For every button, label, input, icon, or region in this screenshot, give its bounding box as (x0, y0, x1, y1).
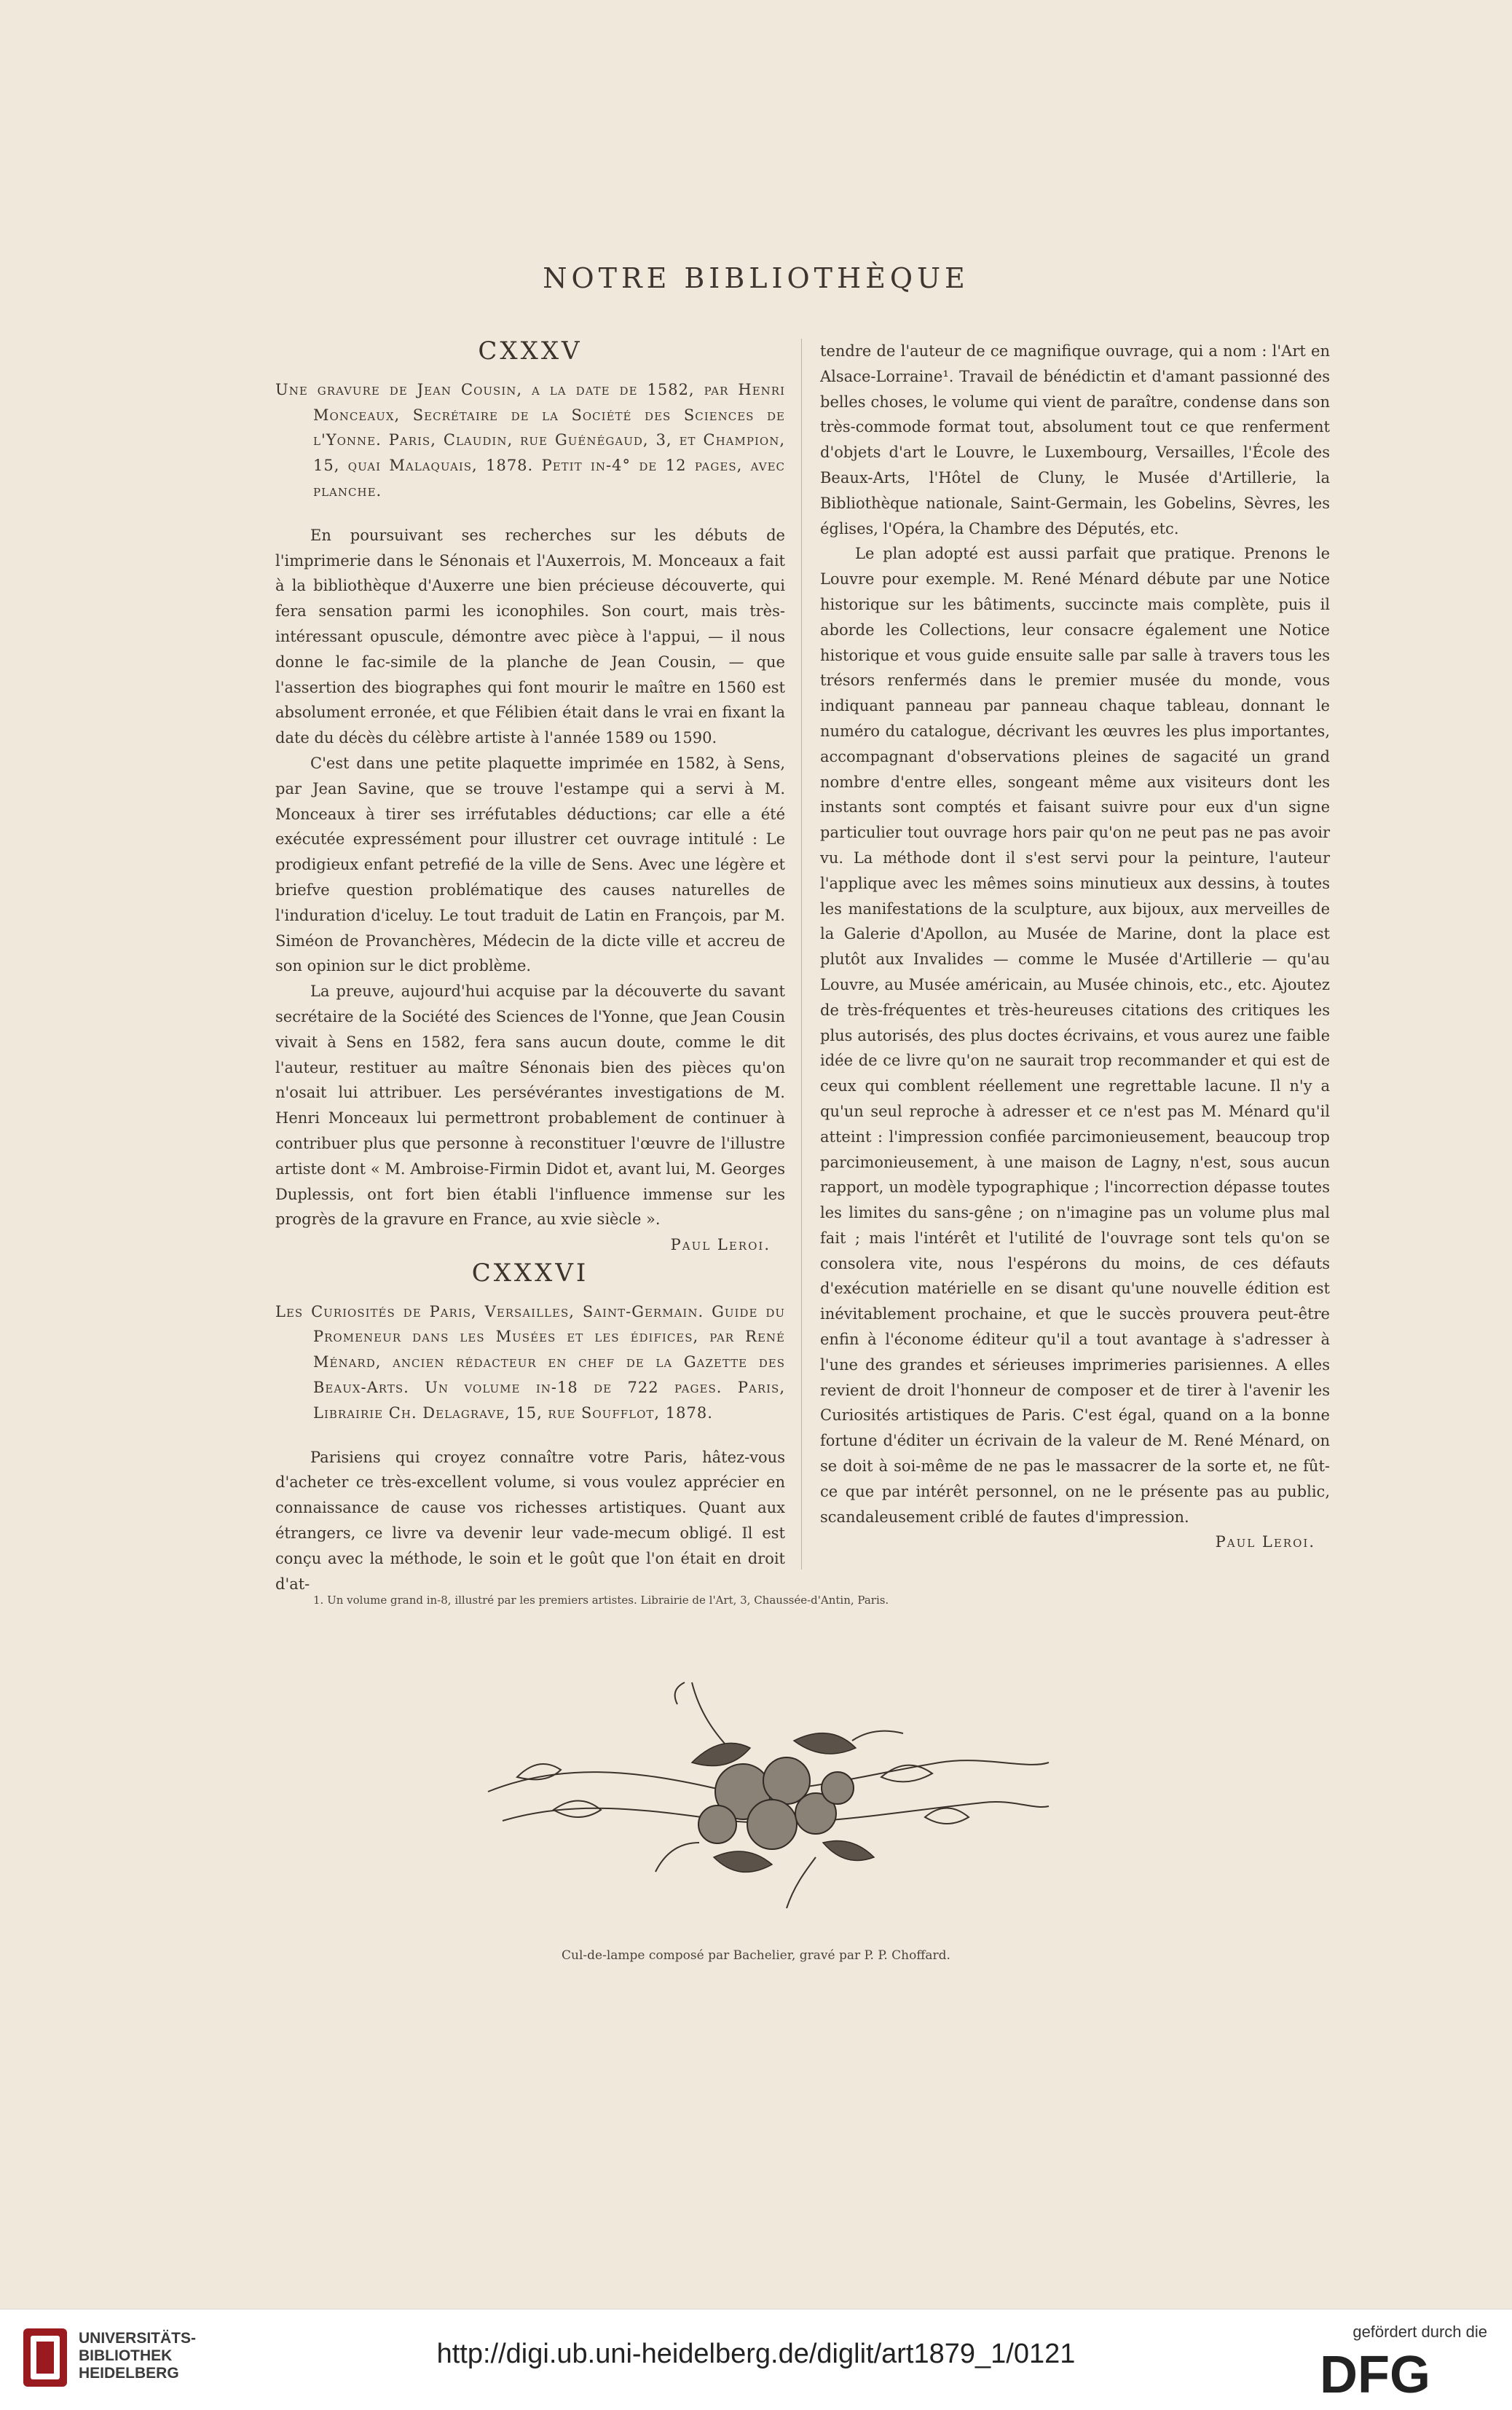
page-title: NOTRE BIBLIOTHÈQUE (543, 262, 969, 294)
body-paragraph: tendre de l'auteur de ce magnifique ouvrage, qui a nom : l'Art en Alsace-Lorraine¹. Travail de bénédictin et d'amant passionné des belles choses, le volume qui vient de paraître, condense dans son très-commode format tout, absolument tout ce que renferment d'objets d'art le Louvre, le Luxembourg, Versailles, l'École des Beaux-Arts, l'Hôtel de Cluny, le Musée d'Artillerie, la Bibliothèque nationale, Saint-Germain, les Gobelins, Sèvres, les églises, l'Opéra, la Chambre des Députés, etc. (820, 342, 1330, 537)
engraved-vignette (473, 1653, 1056, 1945)
left-column (275, 336, 785, 1596)
signature: Paul Leroi. (1215, 1533, 1315, 1551)
right-column (820, 339, 1330, 1555)
institution-name: UNIVERSITÄTS- BIBLIOTHEK HEIDELBERG (79, 2330, 197, 2382)
body-paragraph: C'est dans une petite plaquette imprimée en 1582, à Sens, par Jean Savine, que se trouve l'estampe qui a servi à M. Monceaux à tirer ses irréfutables déductions; car elle a été exécutée expressément pour illustrer cet ouvrage intitulé : Le prodigieux enfant petrefié de la ville de Sens. Avec une légère et briefve question problématique des causes naturelles de l'induration d'iceluy. Le tout traduit de Latin en François, par M. Siméon de Provanchères, Médecin de la dicte ville et accreu de son opinion sur le dict problème. (275, 754, 785, 975)
dfg-logo-icon (1320, 2346, 1487, 2398)
column-divider (801, 339, 802, 1570)
funding-note: gefördert durch die (1352, 2323, 1487, 2341)
signature: Paul Leroi. (670, 1236, 771, 1254)
section-number-cxxxv: CXXXV (478, 336, 583, 366)
bibliographic-entry-1: Une gravure de Jean Cousin, a la date de 1582, par Henri Monceaux, Secrétaire de la Société des Sciences de l'Yonne. Paris, Claudin, rue Guénégaud, 3, et Champion, 15, quai Malaquais, 1878. Petit in-4° de 12 pages, avec planche. (275, 380, 785, 500)
body-paragraph: La preuve, aujourd'hui acquise par la découverte du savant secrétaire de la Société des Sciences de l'Yonne, que Jean Cousin vivait à Sens en 1582, fera sans aucun doute, comme le dit l'auteur, restituer au maître Sénonais bien des pièces qu'on n'osait lui attribuer. Les persévérantes investigations de M. Henri Monceaux lui permettront probablement de continuer à contribuer plus que personne à reconstituer l'œuvre de l'illustre artiste dont « M. Ambroise-Firmin Didot et, avant lui, M. Georges Duplessis, ont fort bien établi l'influence immense sur les progrès de la gravure en France, au xvie siècle ». (275, 982, 785, 1229)
section-number-cxxxvi: CXXXVI (471, 1258, 589, 1288)
footnote: 1. Un volume grand in-8, illustré par les premiers artistes. Librairie de l'Art, 3, Chaussée-d'Antin, Paris. (313, 1594, 889, 1607)
body-paragraph: En poursuivant ses recherches sur les débuts de l'imprimerie dans le Sénonais et l'Auxerrois, M. Monceaux a fait à la bibliothèque d'Auxerre une bien précieuse découverte, qui fera sensation parmi les iconophiles. Son court, mais très-intéressant opuscule, démontre avec pièce à l'appui, — il nous donne le fac-simile de la planche de Jean Cousin, — que l'assertion des biographes qui font mourir le maître en 1560 est absolument erronée, et que Félibien était dans le vrai en fixant la date du décès du célèbre artiste à l'année 1589 ou 1590. (275, 526, 785, 747)
body-paragraph: Le plan adopté est aussi parfait que pratique. Prenons le Louvre pour exemple. M. René Ménard débute par une Notice historique sur les bâtiments, succincte mais complète, puis il aborde les Collections, leur consacre également une Notice historique et vous guide ensuite salle par salle à travers tous les trésors renfermés dans le premier musée du monde, vous indiquant panneau par panneau chaque tableau, donnant le numéro du catalogue, décrivant les œuvres les plus importantes, accompagnant d'observations pleines de sagacité un grand nombre d'entre elles, songeant même aux visiteurs dont les instants sont comptés et faisant suivre pour eux d'un signe particulier tout ouvrage hors pair qu'on ne peut pas ne pas avoir vu. La méthode dont il s'est servi pour la peinture, l'auteur l'applique avec les mêmes soins minutieux aux dessins, à toutes les manifestations de la sculpture, aux bijoux, aux merveilles de la Galerie d'Apollon, au Musée de Marine, dont la place est plutôt aux Invalides — comme le Musée d'Artillerie — qu'au Louvre, au Musée américain, au Musée chinois, etc., etc. Ajoutez de très-fréquentes et très-heureuses citations des critiques les plus autorisés, des plus doctes écrivains, et vous aurez une faible idée de ce livre qu'on ne saurait trop recommander et qui est de ceux qui comblent réellement une regrettable lacune. Il n'y a qu'un seul reproche à adresser et ce n'est pas M. Ménard qu'il atteint : l'impression confiée parcimonieusement, beaucoup trop parcimonieusement, à une maison de Lagny, n'est, sous aucun rapport, un modèle typographique ; l'incorrection dépasse toutes les limites du sans-gêne ; on n'imagine pas un volume plus mal fait ; mais l'intérêt et l'utilité de l'ouvrage sont tels qu'on se consolera vite, nous l'espérons du moins, de ces défauts d'exécution matérielle en se disant qu'une nouvelle édition est inévitablement prochaine, et que le succès prouvera peut-être enfin à l'économe éditeur qu'il a tout avantage à s'adresser à l'une des grandes et sérieuses imprimeries parisiennes. A elles revient de droit l'honneur de composer et de tirer à l'avenir les Curiosités artistiques de Paris. C'est égal, quand on a la bonne fortune d'éditer un écrivain de la valeur de M. René Ménard, on se doit à soi-même de ne pas le massacrer de la sorte et, ne fût-ce que par intérêt personnel, on ne le présente pas au public, scandaleusement criblé de fautes d'impression. (820, 545, 1330, 1526)
dfg-logo-text: DFG (1320, 2346, 1430, 2398)
body-paragraph: Parisiens qui croyez connaître votre Paris, hâtez-vous d'acheter ce très-excellent volume, si vous voulez apprécier en connaissance de cause vos richesses artistiques. Quant aux étrangers, ce livre va devenir leur vade-mecum obligé. Il est conçu avec la méthode, le soin et le goût que l'on était en droit d'at- (275, 1448, 785, 1593)
library-footer (0, 2309, 1512, 2410)
permalink-url[interactable]: http://digi.ub.uni-heidelberg.de/diglit/art1879_1/0121 (436, 2339, 1076, 2369)
bibliographic-entry-2: Les Curiosités de Paris, Versailles, Saint-Germain. Guide du Promeneur dans les Musées et les édifices, par René Ménard, ancien rédacteur en chef de la Gazette des Beaux-Arts. Un volume in-18 de 722 pages. Paris, Librairie Ch. Delagrave, 15, rue Soufflot, 1878. (275, 1302, 785, 1422)
vignette-fruits (698, 1757, 854, 1849)
vignette-caption: Cul-de-lampe composé par Bachelier, gravé par P. P. Choffard. (562, 1948, 950, 1963)
